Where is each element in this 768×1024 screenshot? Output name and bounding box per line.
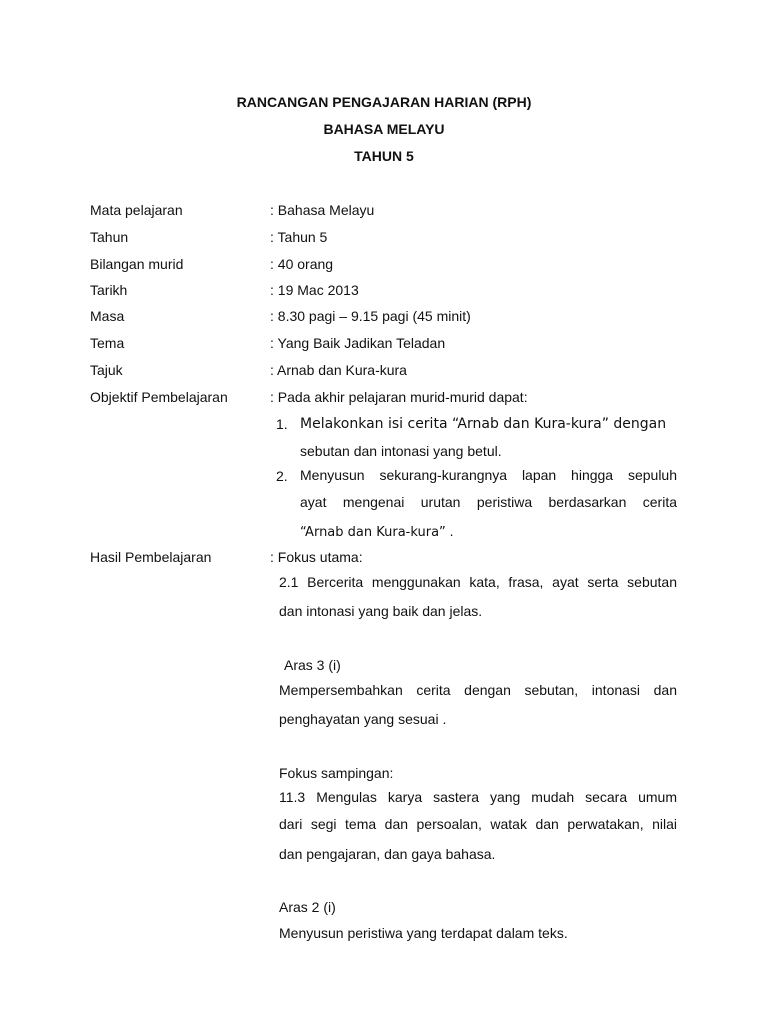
story-title-quote: “Arnab dan Kura-kura” <box>300 525 446 540</box>
label-hasil-pembelajaran: Hasil Pembelajaran <box>90 549 212 565</box>
fokus-sampingan-heading: Fokus sampingan: <box>279 765 394 781</box>
value-fokus-utama: : Fokus utama: <box>270 549 363 565</box>
value-bilangan-murid: : 40 orang <box>270 256 334 272</box>
objective-1-line-1: Melakonkan isi cerita “Arnab dan Kura-kura” dengan <box>300 416 667 432</box>
label-tema: Tema <box>90 335 125 351</box>
label-tajuk: Tajuk <box>90 362 123 378</box>
objective-2-number: 2. <box>276 468 288 484</box>
label-tarikh: Tarikh <box>90 282 128 298</box>
label-objektif-pembelajaran: Objektif Pembelajaran <box>90 389 228 405</box>
hasil-11-3-line-3: dan pengajaran, dan gaya bahasa. <box>279 846 496 862</box>
objective-2-line-3-end: . <box>445 523 454 539</box>
objective-1-number: 1. <box>276 416 288 432</box>
year-title: TAHUN 5 <box>354 148 414 164</box>
hasil-11-3-line-2: dari segi tema dan persoalan, watak dan perwatakan, nilai <box>279 816 677 832</box>
subject-title: BAHASA MELAYU <box>323 121 445 137</box>
value-objektif-pembelajaran: : Pada akhir pelajaran murid-murid dapat: <box>270 389 528 405</box>
objective-2-line-3 <box>300 522 454 542</box>
document-title: RANCANGAN PENGAJARAN HARIAN (RPH) <box>236 94 532 110</box>
aras-2-line-1: Menyusun peristiwa yang terdapat dalam teks. <box>279 925 568 941</box>
label-bilangan-murid: Bilangan murid <box>90 256 184 272</box>
label-tahun: Tahun <box>90 229 129 245</box>
value-mata-pelajaran: : Bahasa Melayu <box>270 202 375 218</box>
aras-3-line-2: penghayatan yang sesuai . <box>279 711 447 727</box>
hasil-2-1-line-1: 2.1 Bercerita menggunakan kata, frasa, ayat serta sebutan <box>279 574 677 590</box>
value-tajuk: : Arnab dan Kura-kura <box>270 362 407 378</box>
value-masa: : 8.30 pagi – 9.15 pagi (45 minit) <box>270 308 471 324</box>
hasil-2-1-line-2: dan intonasi yang baik dan jelas. <box>279 603 483 619</box>
value-tema: : Yang Baik Jadikan Teladan <box>270 335 446 351</box>
value-tarikh: : 19 Mac 2013 <box>270 282 359 298</box>
label-masa: Masa <box>90 308 125 324</box>
value-tahun: : Tahun 5 <box>270 229 328 245</box>
label-mata-pelajaran: Mata pelajaran <box>90 202 183 218</box>
aras-2-heading: Aras 2 (i) <box>279 899 336 915</box>
objective-2-line-1: Menyusun sekurang-kurangnya lapan hingga sepuluh <box>300 467 677 483</box>
aras-3-heading: Aras 3 (i) <box>284 657 341 673</box>
aras-3-line-1: Mempersembahkan cerita dengan sebutan, intonasi dan <box>279 682 677 698</box>
hasil-11-3-line-1: 11.3 Mengulas karya sastera yang mudah secara umum <box>279 789 677 805</box>
objective-2-line-2: ayat mengenai urutan peristiwa berdasarkan cerita <box>300 494 677 510</box>
objective-1-line-2: sebutan dan intonasi yang betul. <box>300 443 502 459</box>
